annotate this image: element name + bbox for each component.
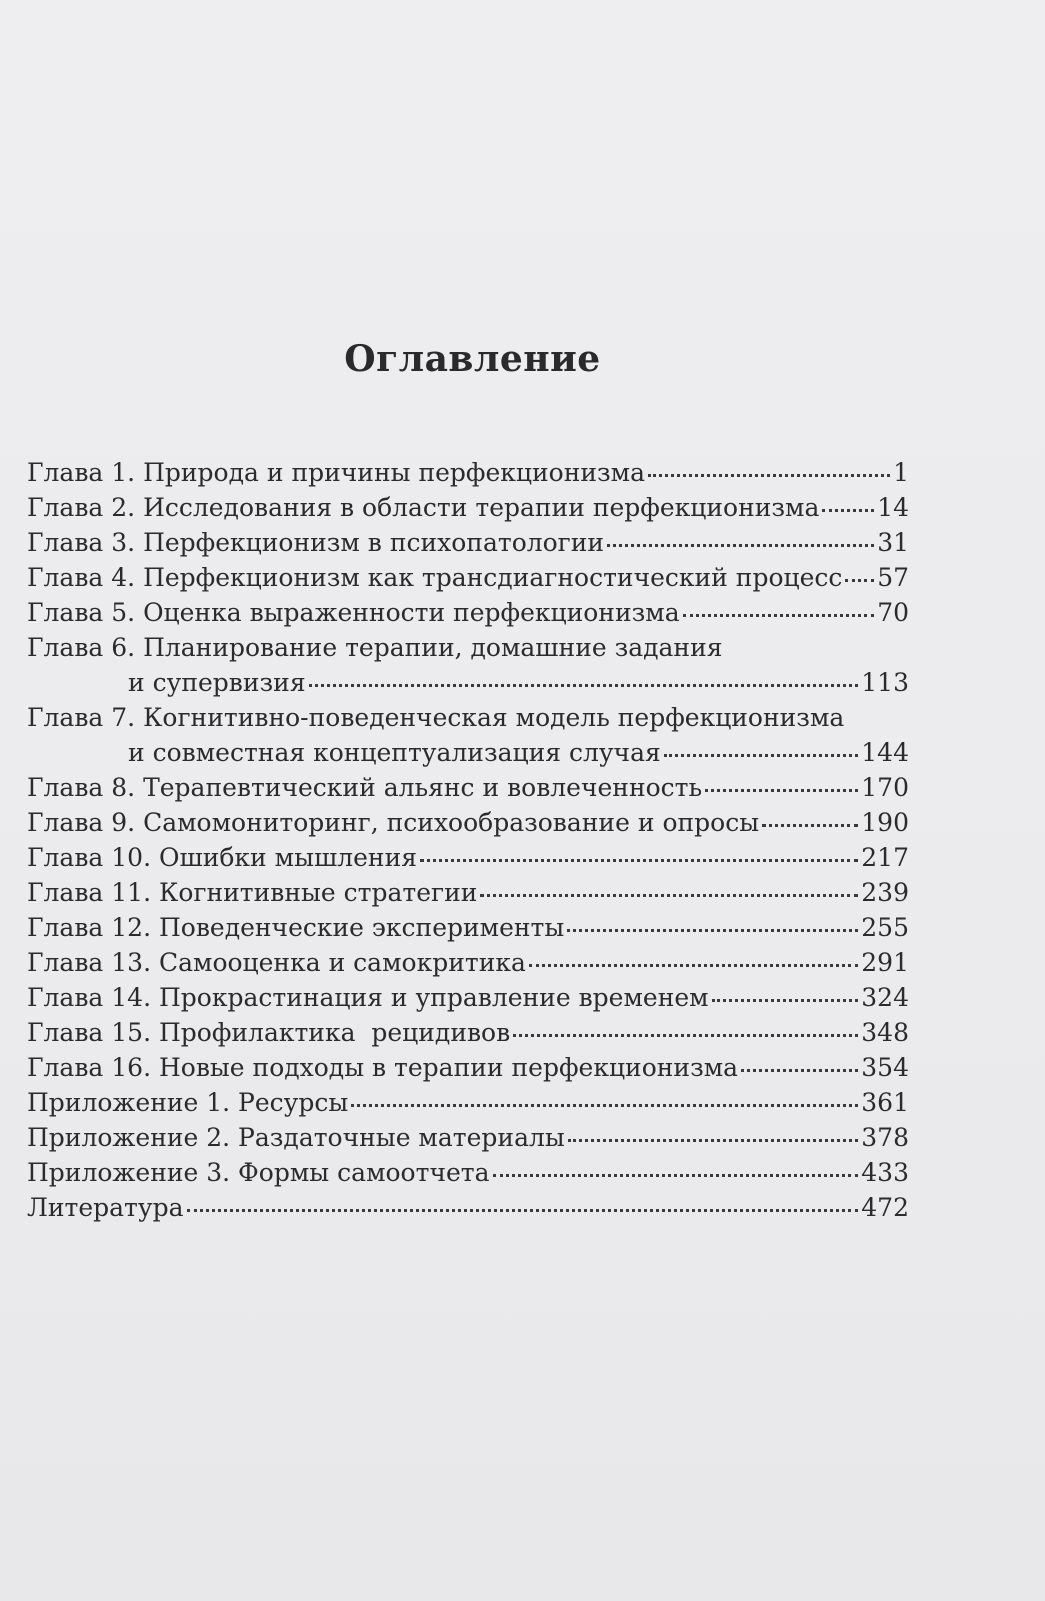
dot-leader	[664, 754, 859, 757]
dot-leader	[480, 894, 858, 897]
dot-leader	[741, 1069, 858, 1072]
toc-entry-label: Глава 11. Когнитивные стратегии	[27, 878, 478, 907]
toc-entry-page: 255	[861, 913, 909, 942]
toc-entry	[27, 910, 909, 945]
dot-leader	[420, 859, 858, 862]
toc-entry-label: Глава 2. Исследования в области терапии перфекционизма	[27, 493, 820, 522]
toc-entry-page: 361	[861, 1088, 909, 1117]
toc-entry	[27, 840, 909, 875]
dot-leader	[648, 474, 890, 477]
toc-entry	[27, 945, 909, 980]
toc-entry-label: Приложение 1. Ресурсы	[27, 1088, 349, 1117]
toc-entry	[27, 1155, 909, 1190]
toc-entry	[27, 1085, 909, 1120]
toc-entry-page: 1	[893, 458, 909, 487]
dot-leader	[351, 1104, 858, 1107]
dot-leader	[187, 1209, 859, 1212]
toc-entry-page: 190	[861, 808, 909, 837]
toc-entry-page: 14	[877, 493, 909, 522]
toc-entry-page: 113	[861, 668, 909, 697]
toc-entry-label: Глава 14. Прокрастинация и управление временем	[27, 983, 709, 1012]
toc-entry-label: Глава 10. Ошибки мышления	[27, 843, 418, 872]
toc-entry-label: Глава 4. Перфекционизм как трансдиагностический процесс	[27, 563, 843, 592]
dot-leader	[762, 824, 858, 827]
toc-entry-page: 70	[877, 598, 909, 627]
toc-entry-label: Глава 1. Природа и причины перфекционизма	[27, 458, 646, 487]
toc-entry-page: 378	[861, 1123, 909, 1152]
toc-entry-page: 291	[861, 948, 909, 977]
dot-leader	[493, 1174, 859, 1177]
toc-entry-label: Литература	[27, 1193, 184, 1222]
dot-leader	[705, 789, 858, 792]
toc-entry-page: 31	[877, 528, 909, 557]
dot-leader	[568, 1139, 859, 1142]
toc-entry	[27, 805, 909, 840]
toc-entry-page: 472	[861, 1193, 909, 1222]
toc-entry	[27, 560, 909, 595]
toc-entry	[27, 875, 909, 910]
toc-entry	[27, 980, 909, 1015]
toc-entry	[27, 700, 909, 770]
toc-entry-continuation	[27, 735, 909, 770]
toc-entry-label: Глава 13. Самооценка и самокритика	[27, 948, 526, 977]
toc-entry-label: Приложение 3. Формы самоотчета	[27, 1158, 490, 1187]
toc-entry	[27, 525, 909, 560]
dot-leader	[513, 1034, 858, 1037]
dot-leader	[607, 544, 874, 547]
toc-entry-label: Глава 8. Терапевтический альянс и вовлеченность	[27, 773, 703, 802]
dot-leader	[845, 579, 874, 582]
dot-leader	[683, 614, 875, 617]
toc-entry-label: Глава 7. Когнитивно-поведенческая модель перфекционизма	[27, 703, 845, 732]
toc-entry-page: 217	[861, 843, 909, 872]
toc-entry	[27, 630, 909, 700]
dot-leader	[309, 684, 859, 687]
toc-entry	[27, 770, 909, 805]
toc-entry-label: Глава 3. Перфекционизм в психопатологии	[27, 528, 605, 557]
toc-entry	[27, 490, 909, 525]
toc-entry-label: Приложение 2. Раздаточные материалы	[27, 1123, 565, 1152]
dot-leader	[567, 929, 858, 932]
toc-entry	[27, 455, 909, 490]
toc-entry-label: Глава 16. Новые подходы в терапии перфекционизма	[27, 1053, 739, 1082]
toc-entry	[27, 595, 909, 630]
toc-entry-page: 348	[861, 1018, 909, 1047]
toc-entry-label: Глава 6. Планирование терапии, домашние задания	[27, 633, 723, 662]
toc-entry	[27, 1015, 909, 1050]
toc-entry-page: 57	[877, 563, 909, 592]
dot-leader	[712, 999, 859, 1002]
table-of-contents	[27, 455, 909, 1225]
toc-entry-page: 239	[861, 878, 909, 907]
toc-entry-label-continued: и совместная концептуализация случая	[128, 738, 661, 767]
toc-entry-page: 433	[861, 1158, 909, 1187]
toc-entry	[27, 1190, 909, 1225]
toc-entry-page: 170	[861, 773, 909, 802]
dot-leader	[822, 509, 874, 512]
toc-entry-label: Глава 12. Поведенческие эксперименты	[27, 913, 565, 942]
toc-entry-page: 324	[861, 983, 909, 1012]
toc-entry-label-continued: и супервизия	[128, 668, 306, 697]
toc-entry	[27, 1120, 909, 1155]
page-title: Оглавление	[344, 338, 601, 380]
toc-entry-continuation	[27, 665, 909, 700]
dot-leader	[529, 964, 858, 967]
toc-entry-label: Глава 5. Оценка выраженности перфекционизма	[27, 598, 680, 627]
toc-entry	[27, 1050, 909, 1085]
toc-entry-page: 144	[861, 738, 909, 767]
toc-entry-label: Глава 15. Профилактика рецидивов	[27, 1018, 511, 1047]
toc-entry-label: Глава 9. Самомониторинг, психообразование и опросы	[27, 808, 760, 837]
toc-entry-page: 354	[861, 1053, 909, 1082]
